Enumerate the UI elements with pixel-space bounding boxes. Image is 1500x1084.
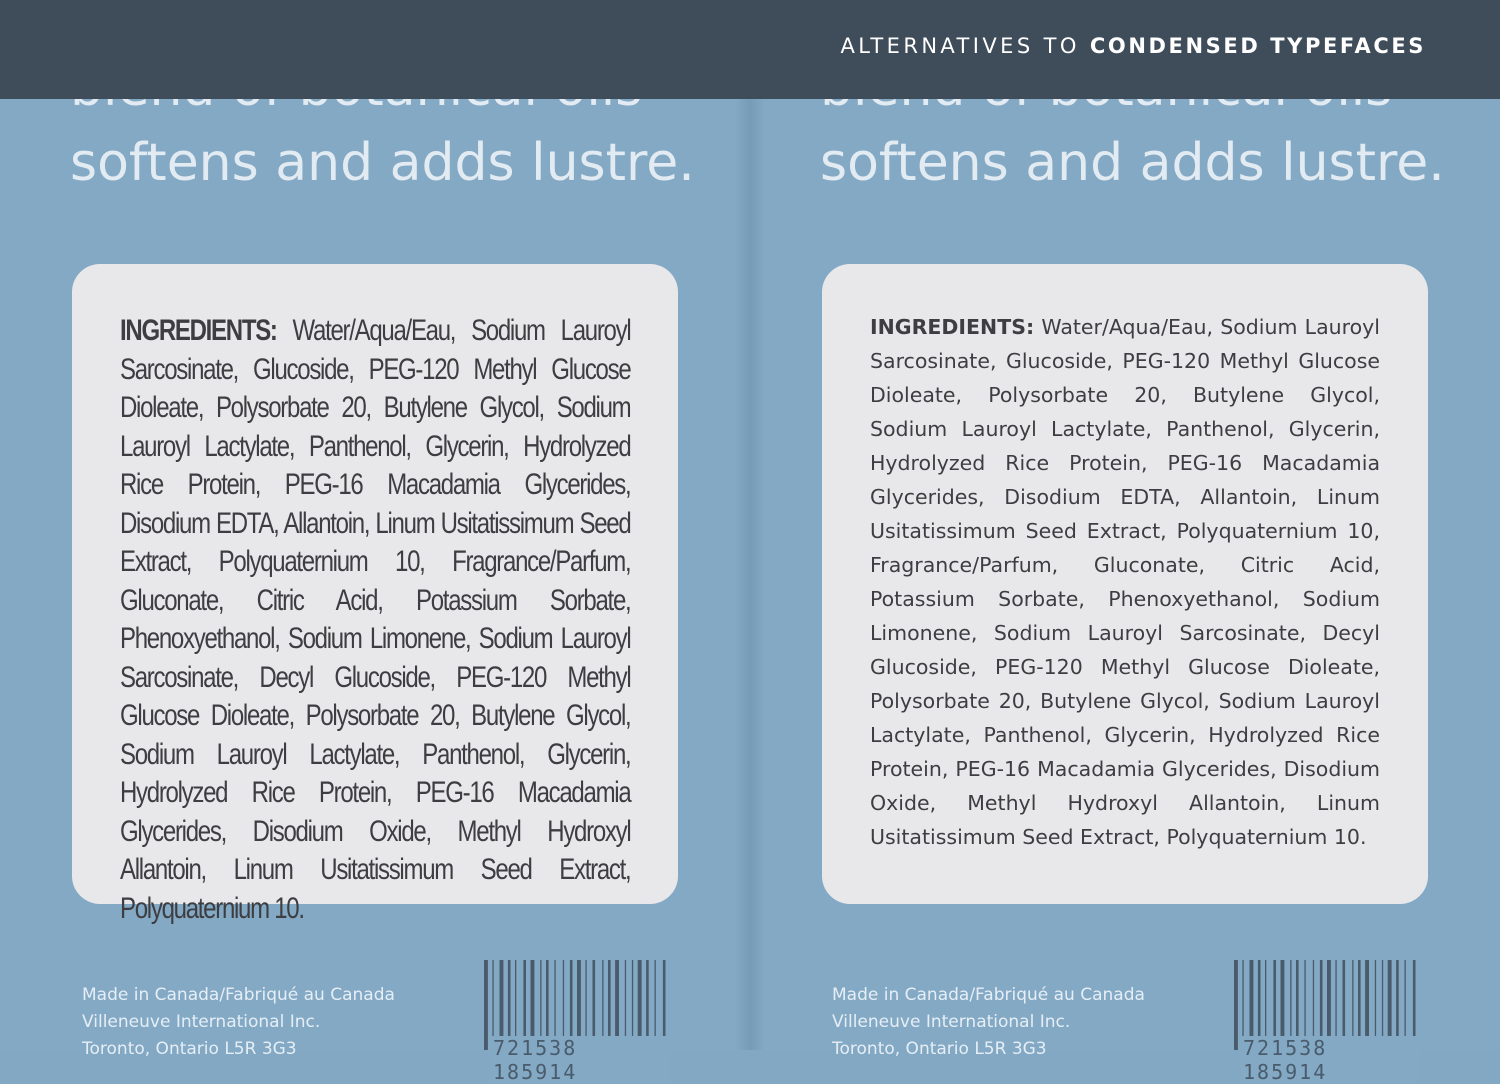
barcode-digits: 721538 185914 [1240, 1036, 1420, 1084]
tagline-line-2: softens and adds lustre. [820, 133, 1445, 193]
manufacturer-info [82, 982, 395, 1063]
right-panel-alternative [750, 0, 1500, 1084]
page-title-light: ALTERNATIVES TO [840, 34, 1090, 58]
ingredients-list: Water/Aqua/Eau, Sodium Lauroyl Sarcosinate, Glucoside, PEG-120 Methyl Glucose Dioleate, Polysorbate 20, Butylene Glycol, Sodium Lauroyl Lactylate, Panthenol, Glycerin, Hydrolyzed Rice Protein, PEG-16 Macadamia Glycerides, Disodium EDTA, Allantoin, Linum Usitatissimum Seed Extract, Polyquaternium 10, Fragrance/Parfum, Gluconate, Citric Acid, Potassium Sorbate, Phenoxyethanol, Sodium Limonene, Sodium Lauroyl Sarcosinate, Decyl Glucoside, PEG-120 Methyl Glucose Dioleate, Polysorbate 20, Butylene Glycol, Sodium Lauroyl Lactylate, Panthenol, Glycerin, Hydrolyzed Rice Protein, PEG-16 Macadamia Glycerides, Disodium Oxide, Methyl Hydroxyl Allantoin, Linum Usitatissimum Seed Extract, Polyquaternium 10. [870, 315, 1380, 849]
page-title [840, 34, 1426, 58]
footer-line-address: Toronto, Ontario L5R 3G3 [832, 1039, 1047, 1059]
tagline-line-2: softens and adds lustre. [70, 133, 695, 193]
footer-line-address: Toronto, Ontario L5R 3G3 [82, 1039, 297, 1059]
ingredients-list: Water/Aqua/Eau, Sodium Lauroyl Sarcosinate, Glucoside, PEG-120 Methyl Glucose Dioleate, Polysorbate 20, Butylene Glycol, Sodium Lauroyl Lactylate, Panthenol, Glycerin, Hydrolyzed Rice Protein, PEG-16 Macadamia Glycerides, Disodium EDTA, Allantoin, Linum Usitatissimum Seed Extract, Polyquaternium 10, Fragrance/Parfum, Gluconate, Citric Acid, Potassium Sorbate, Phenoxyethanol, Sodium Limonene, Sodium Lauroyl Sarcosinate, Decyl Glucoside, PEG-120 Methyl Glucose Dioleate, Polysorbate 20, Butylene Glycol, Sodium Lauroyl Lactylate, Panthenol, Glycerin, Hydrolyzed Rice Protein, PEG-16 Macadamia Glycerides, Disodium Oxide, Methyl Hydroxyl Allantoin, Linum Usitatissimum Seed Extract, Polyquaternium 10. [120, 314, 631, 925]
ingredients-card [822, 264, 1428, 904]
manufacturer-info [832, 982, 1145, 1063]
header-bar [0, 0, 1500, 99]
ingredients-card [72, 264, 678, 925]
ingredients-label: INGREDIENTS: [870, 315, 1035, 339]
footer-line-origin: Made in Canada/Fabriqué au Canada [832, 985, 1145, 1005]
footer-line-origin: Made in Canada/Fabriqué au Canada [82, 985, 395, 1005]
ingredients-text-regular [870, 310, 1380, 854]
barcode-digits: 721538 185914 [490, 1036, 670, 1084]
ingredients-label: INGREDIENTS: [120, 314, 277, 347]
footer-line-company: Villeneuve International Inc. [832, 1012, 1071, 1032]
footer-line-company: Villeneuve International Inc. [82, 1012, 321, 1032]
ingredients-text-condensed [120, 312, 630, 928]
page-title-bold: CONDENSED TYPEFACES [1089, 34, 1426, 58]
barcode [1234, 960, 1420, 1084]
barcode [484, 960, 670, 1084]
